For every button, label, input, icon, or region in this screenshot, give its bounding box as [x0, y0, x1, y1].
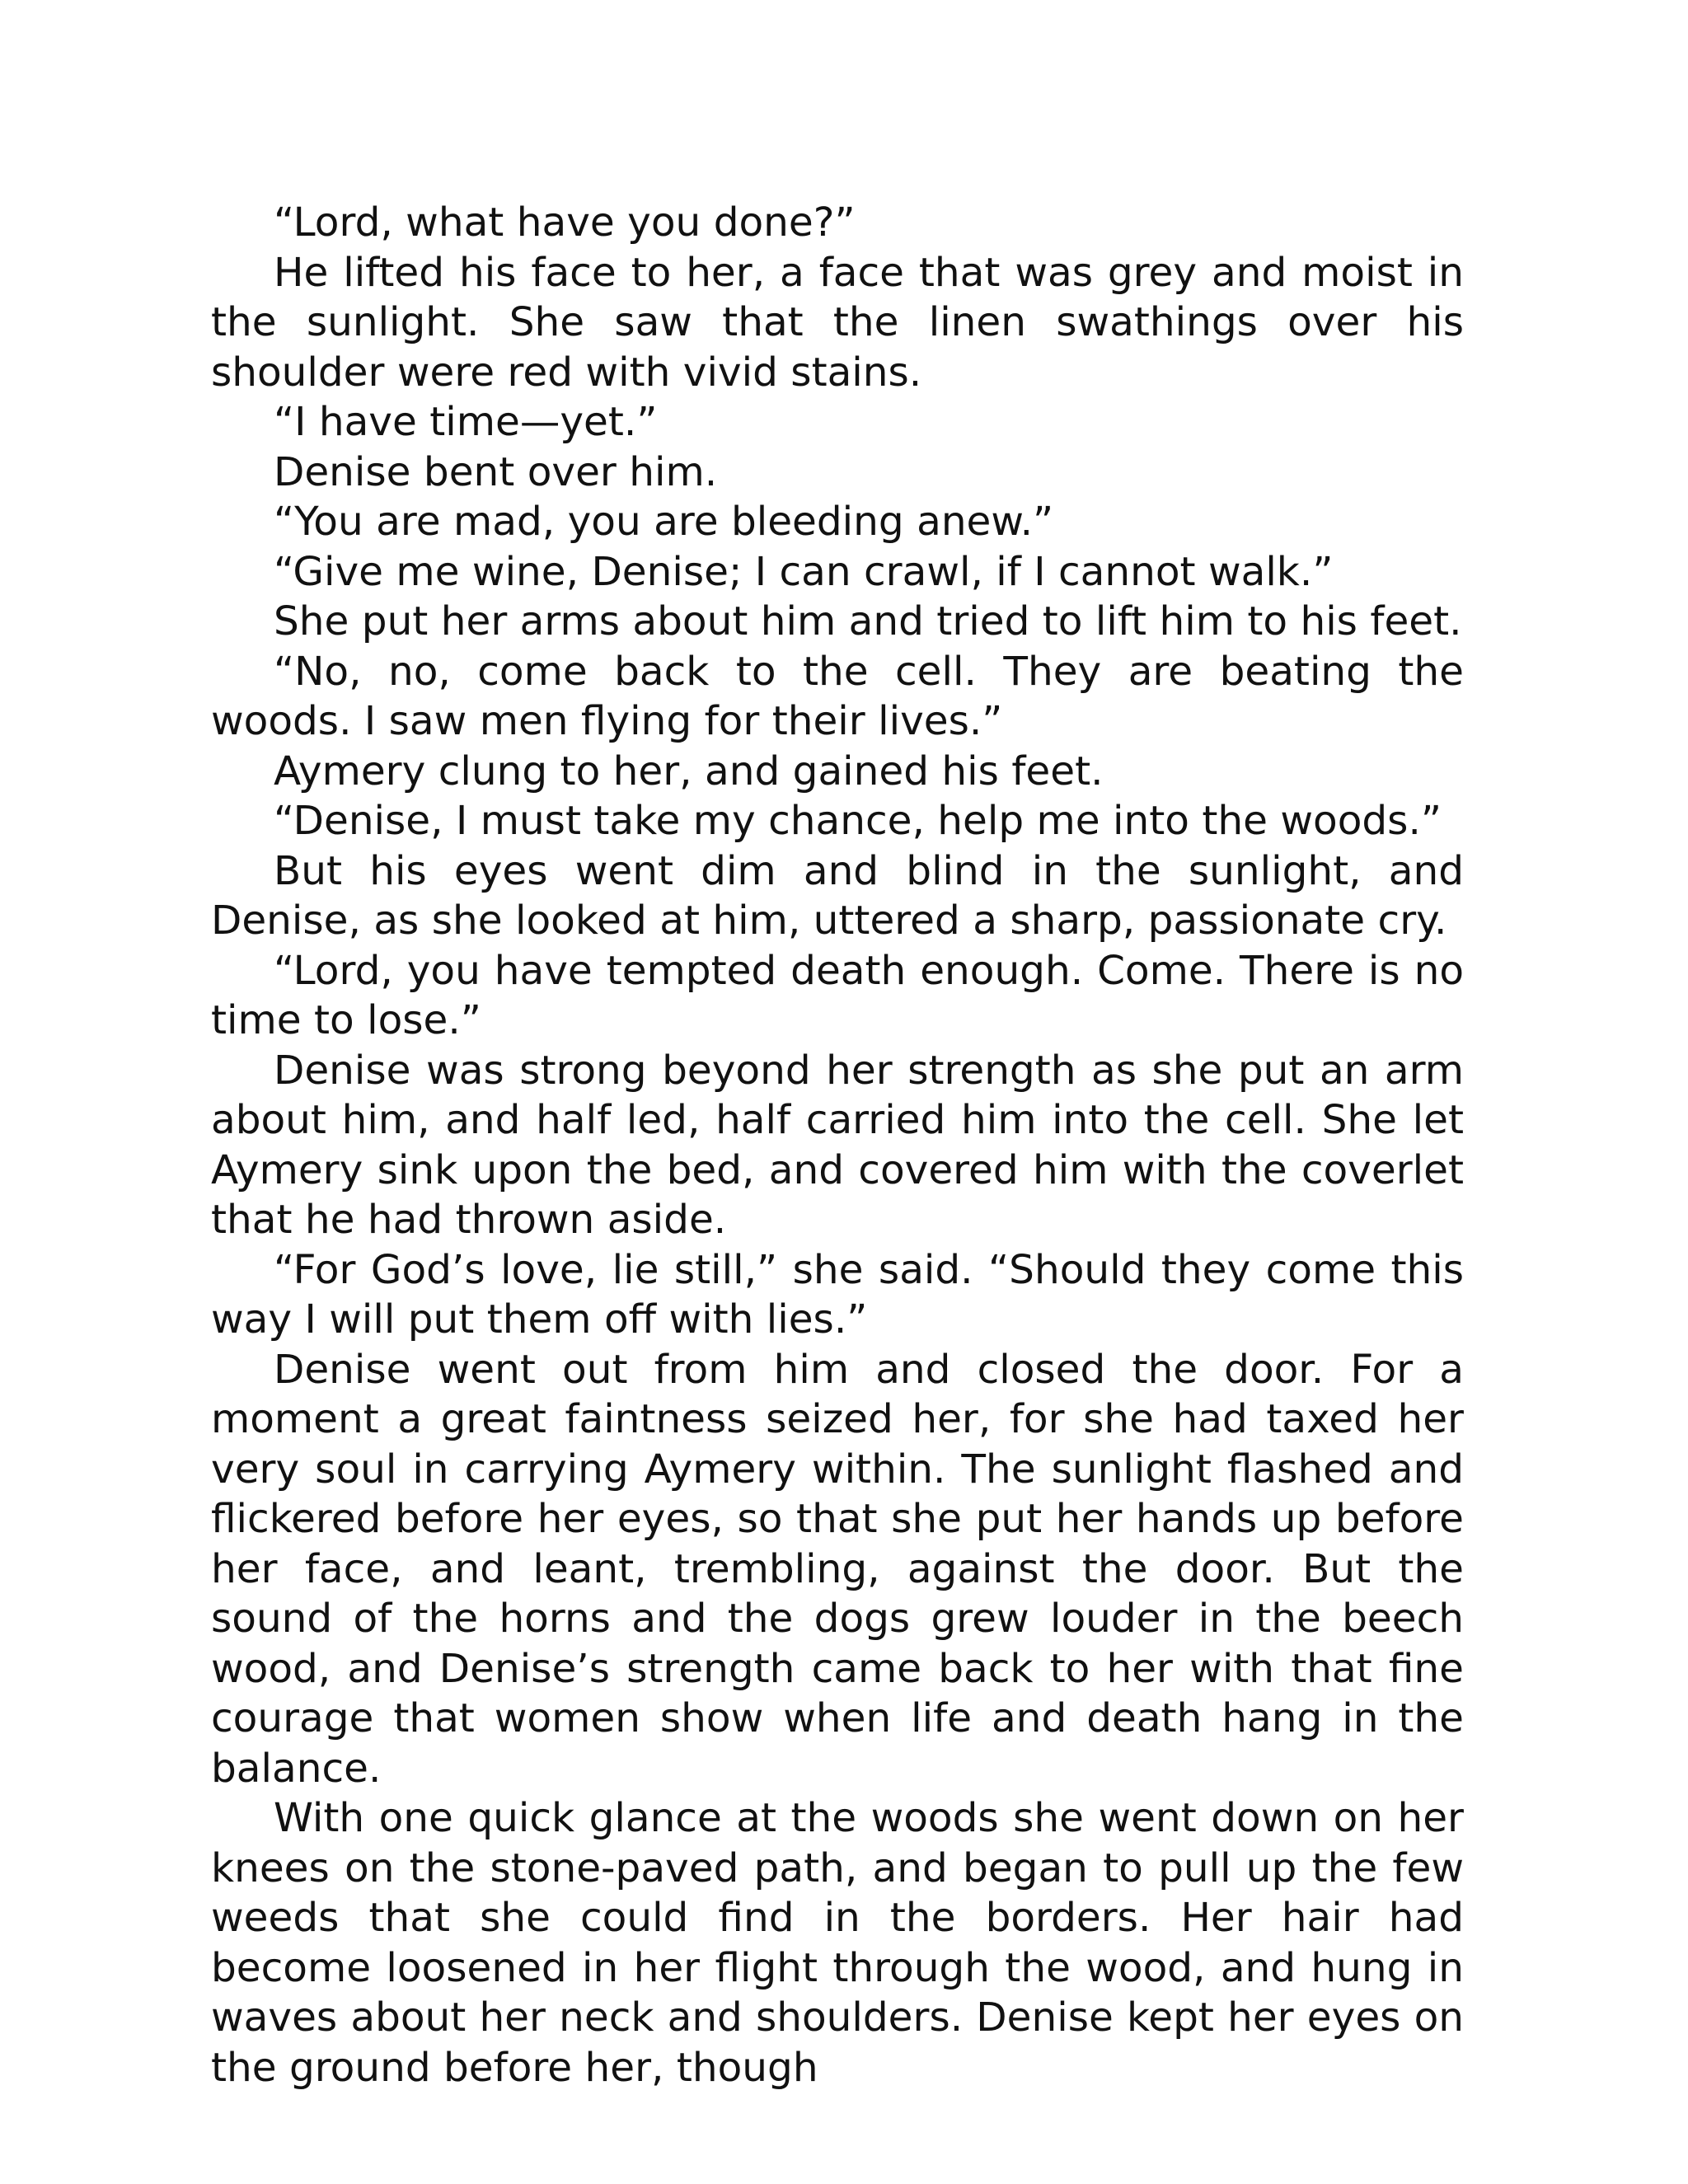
paragraph-10: “Denise, I must take my chance, help me into the woods.”	[274, 798, 1442, 844]
paragraph-11: But his eyes went dim and blind in the sunlight, and Denise, as she looked at him, uttered a sharp, passionate cry.	[211, 847, 1464, 944]
paragraph-14: “For God’s love, lie still,” she said. “Should they come this way I will put them off with lies.”	[211, 1246, 1464, 1343]
paragraph-3: “I have time—yet.”	[274, 399, 658, 445]
paragraph-13: Denise was strong beyond her strength as she put an arm about him, and half led, half carried him into the cell. She let Aymery sink upon the bed, and covered him with the coverlet that he had thrown aside.	[211, 1047, 1464, 1243]
paragraph-12: “Lord, you have tempted death enough. Come. There is no time to lose.”	[211, 947, 1464, 1043]
paragraph-1: “Lord, what have you done?”	[274, 199, 856, 246]
paragraph-15: Denise went out from him and closed the door. For a moment a great faintness seized her, for she had taxed her very soul in carrying Aymery within. The sunlight flashed and flickered before her eyes, so that she put her hands up before her face, and leant, trembling, against the door. But the sound of the horns and the dogs grew louder in the beech wood, and Denise’s strength came back to her with that fine courage that women show when life and death hang in the balance.	[211, 1346, 1464, 1792]
body-text	[211, 198, 1464, 2093]
paragraph-7: She put her arms about him and tried to lift him to his feet.	[274, 598, 1462, 644]
paragraph-4: Denise bent over him.	[274, 448, 718, 495]
paragraph-8: “No, no, come back to the cell. They are beating the woods. I saw men flying for their lives.”	[211, 648, 1464, 744]
paragraph-6: “Give me wine, Denise; I can crawl, if I cannot walk.”	[274, 548, 1334, 595]
paragraph-5: “You are mad, you are bleeding anew.”	[274, 499, 1054, 545]
paragraph-2: He lifted his face to her, a face that was grey and moist in the sunlight. She saw that the linen swathings over his shoulder were red with vivid stains.	[211, 249, 1464, 396]
paragraph-9: Aymery clung to her, and gained his feet.	[274, 748, 1104, 794]
paragraph-16: With one quick glance at the woods she went down on her knees on the stone-paved path, and began to pull up the few weeds that she could find in the borders. Her hair had become loosened in her flight through the wood, and hung in waves about her neck and shoulders. Denise kept her eyes on the ground before her, though	[211, 1795, 1464, 2091]
